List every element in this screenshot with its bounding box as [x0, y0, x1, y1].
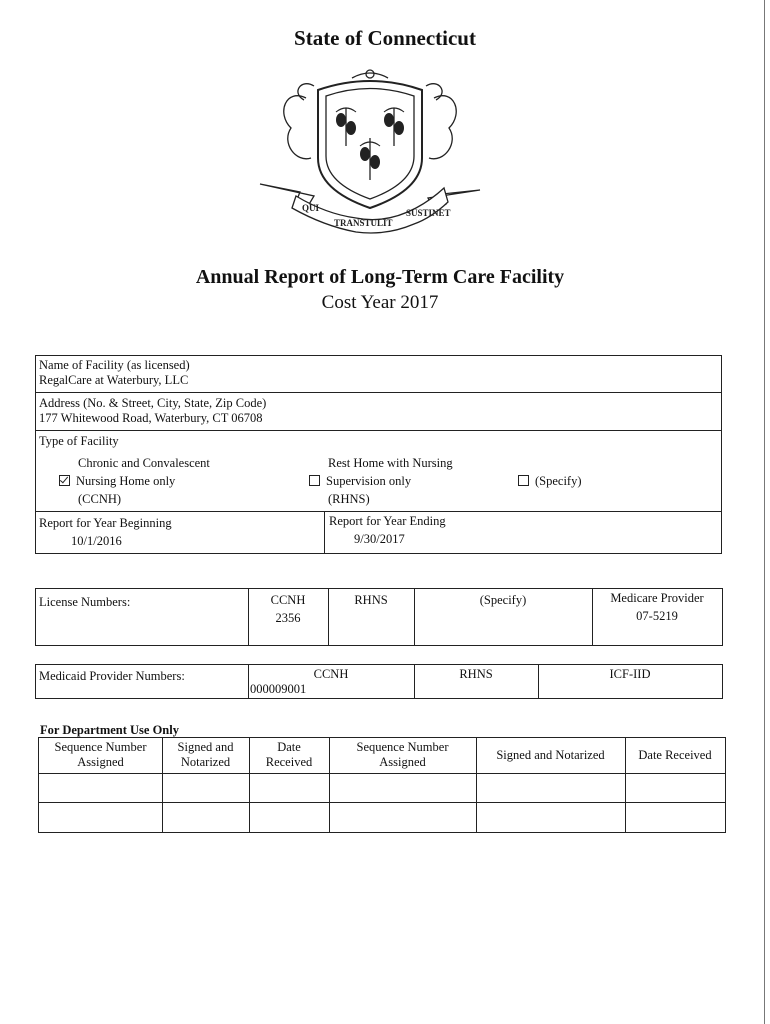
col-header: Sequence Number Assigned [54, 740, 147, 769]
type-option-rhns-line1: Rest Home with Nursing [328, 456, 453, 470]
type-option-ccnh-line1: Chronic and Convalescent [78, 456, 210, 470]
type-option-specify[interactable]: (Specify) [518, 474, 582, 489]
motto-word: QUI [302, 203, 320, 213]
rhns-checkbox[interactable] [309, 475, 320, 486]
medicaid-ccnh-value[interactable]: 000009001 [250, 682, 307, 696]
medicare-provider-label: Medicare Provider [610, 591, 704, 605]
year-begin-value[interactable]: 10/1/2016 [71, 534, 122, 548]
license-numbers-box [35, 588, 723, 646]
state-seal-icon [256, 68, 484, 246]
col-header: Sequence Number Assigned [356, 740, 449, 769]
col-header: Signed and Notarized [177, 740, 234, 769]
license-numbers-label: License Numbers: [39, 595, 131, 609]
year-begin-label: Report for Year Beginning [39, 516, 172, 530]
type-option-rhns[interactable]: Supervision only [309, 474, 411, 489]
medicaid-numbers-box [35, 664, 723, 699]
motto-word: SUSTINET [406, 208, 451, 218]
license-rhns-label: RHNS [354, 593, 388, 607]
medicaid-ccnh-label: CCNH [313, 667, 349, 681]
license-ccnh-value[interactable]: 2356 [275, 611, 301, 625]
medicaid-icf-label: ICF-IID [609, 667, 651, 681]
facility-info-box [35, 355, 722, 554]
ccnh-checkbox-checked[interactable] [59, 475, 70, 486]
col-header: Date Received [265, 740, 313, 769]
department-use-table [38, 737, 726, 833]
col-header: Date Received [638, 748, 712, 762]
facility-type-label: Type of Facility [39, 434, 119, 448]
type-option-ccnh-line3: (CCNH) [78, 492, 122, 506]
state-title: State of Connecticut [294, 26, 476, 50]
medicaid-rhns-label: RHNS [459, 667, 493, 681]
motto-word: TRANSTULIT [334, 218, 393, 228]
facility-name-value[interactable]: RegalCare at Waterbury, LLC [39, 373, 189, 387]
report-title: Annual Report of Long-Term Care Facility [195, 266, 565, 288]
facility-name-label: Name of Facility (as licensed) [39, 358, 190, 372]
page-edge-rule [764, 0, 765, 1024]
type-option-ccnh[interactable]: Nursing Home only [59, 474, 175, 489]
address-value[interactable]: 177 Whitewood Road, Waterbury, CT 06708 [39, 411, 263, 425]
year-end-label: Report for Year Ending [329, 514, 446, 528]
medicare-provider-value[interactable]: 07-5219 [636, 609, 678, 623]
cost-year: Cost Year 2017 [321, 292, 439, 313]
license-ccnh-label: CCNH [270, 593, 306, 607]
license-specify-label: (Specify) [479, 593, 527, 607]
col-header: Signed and Notarized [496, 748, 605, 762]
specify-checkbox[interactable] [518, 475, 529, 486]
medicaid-numbers-label: Medicaid Provider Numbers: [39, 669, 185, 683]
department-use-title: For Department Use Only [40, 723, 179, 737]
type-option-rhns-line3: (RHNS) [328, 492, 370, 506]
year-end-value[interactable]: 9/30/2017 [354, 532, 405, 546]
address-label: Address (No. & Street, City, State, Zip Code) [39, 396, 267, 410]
